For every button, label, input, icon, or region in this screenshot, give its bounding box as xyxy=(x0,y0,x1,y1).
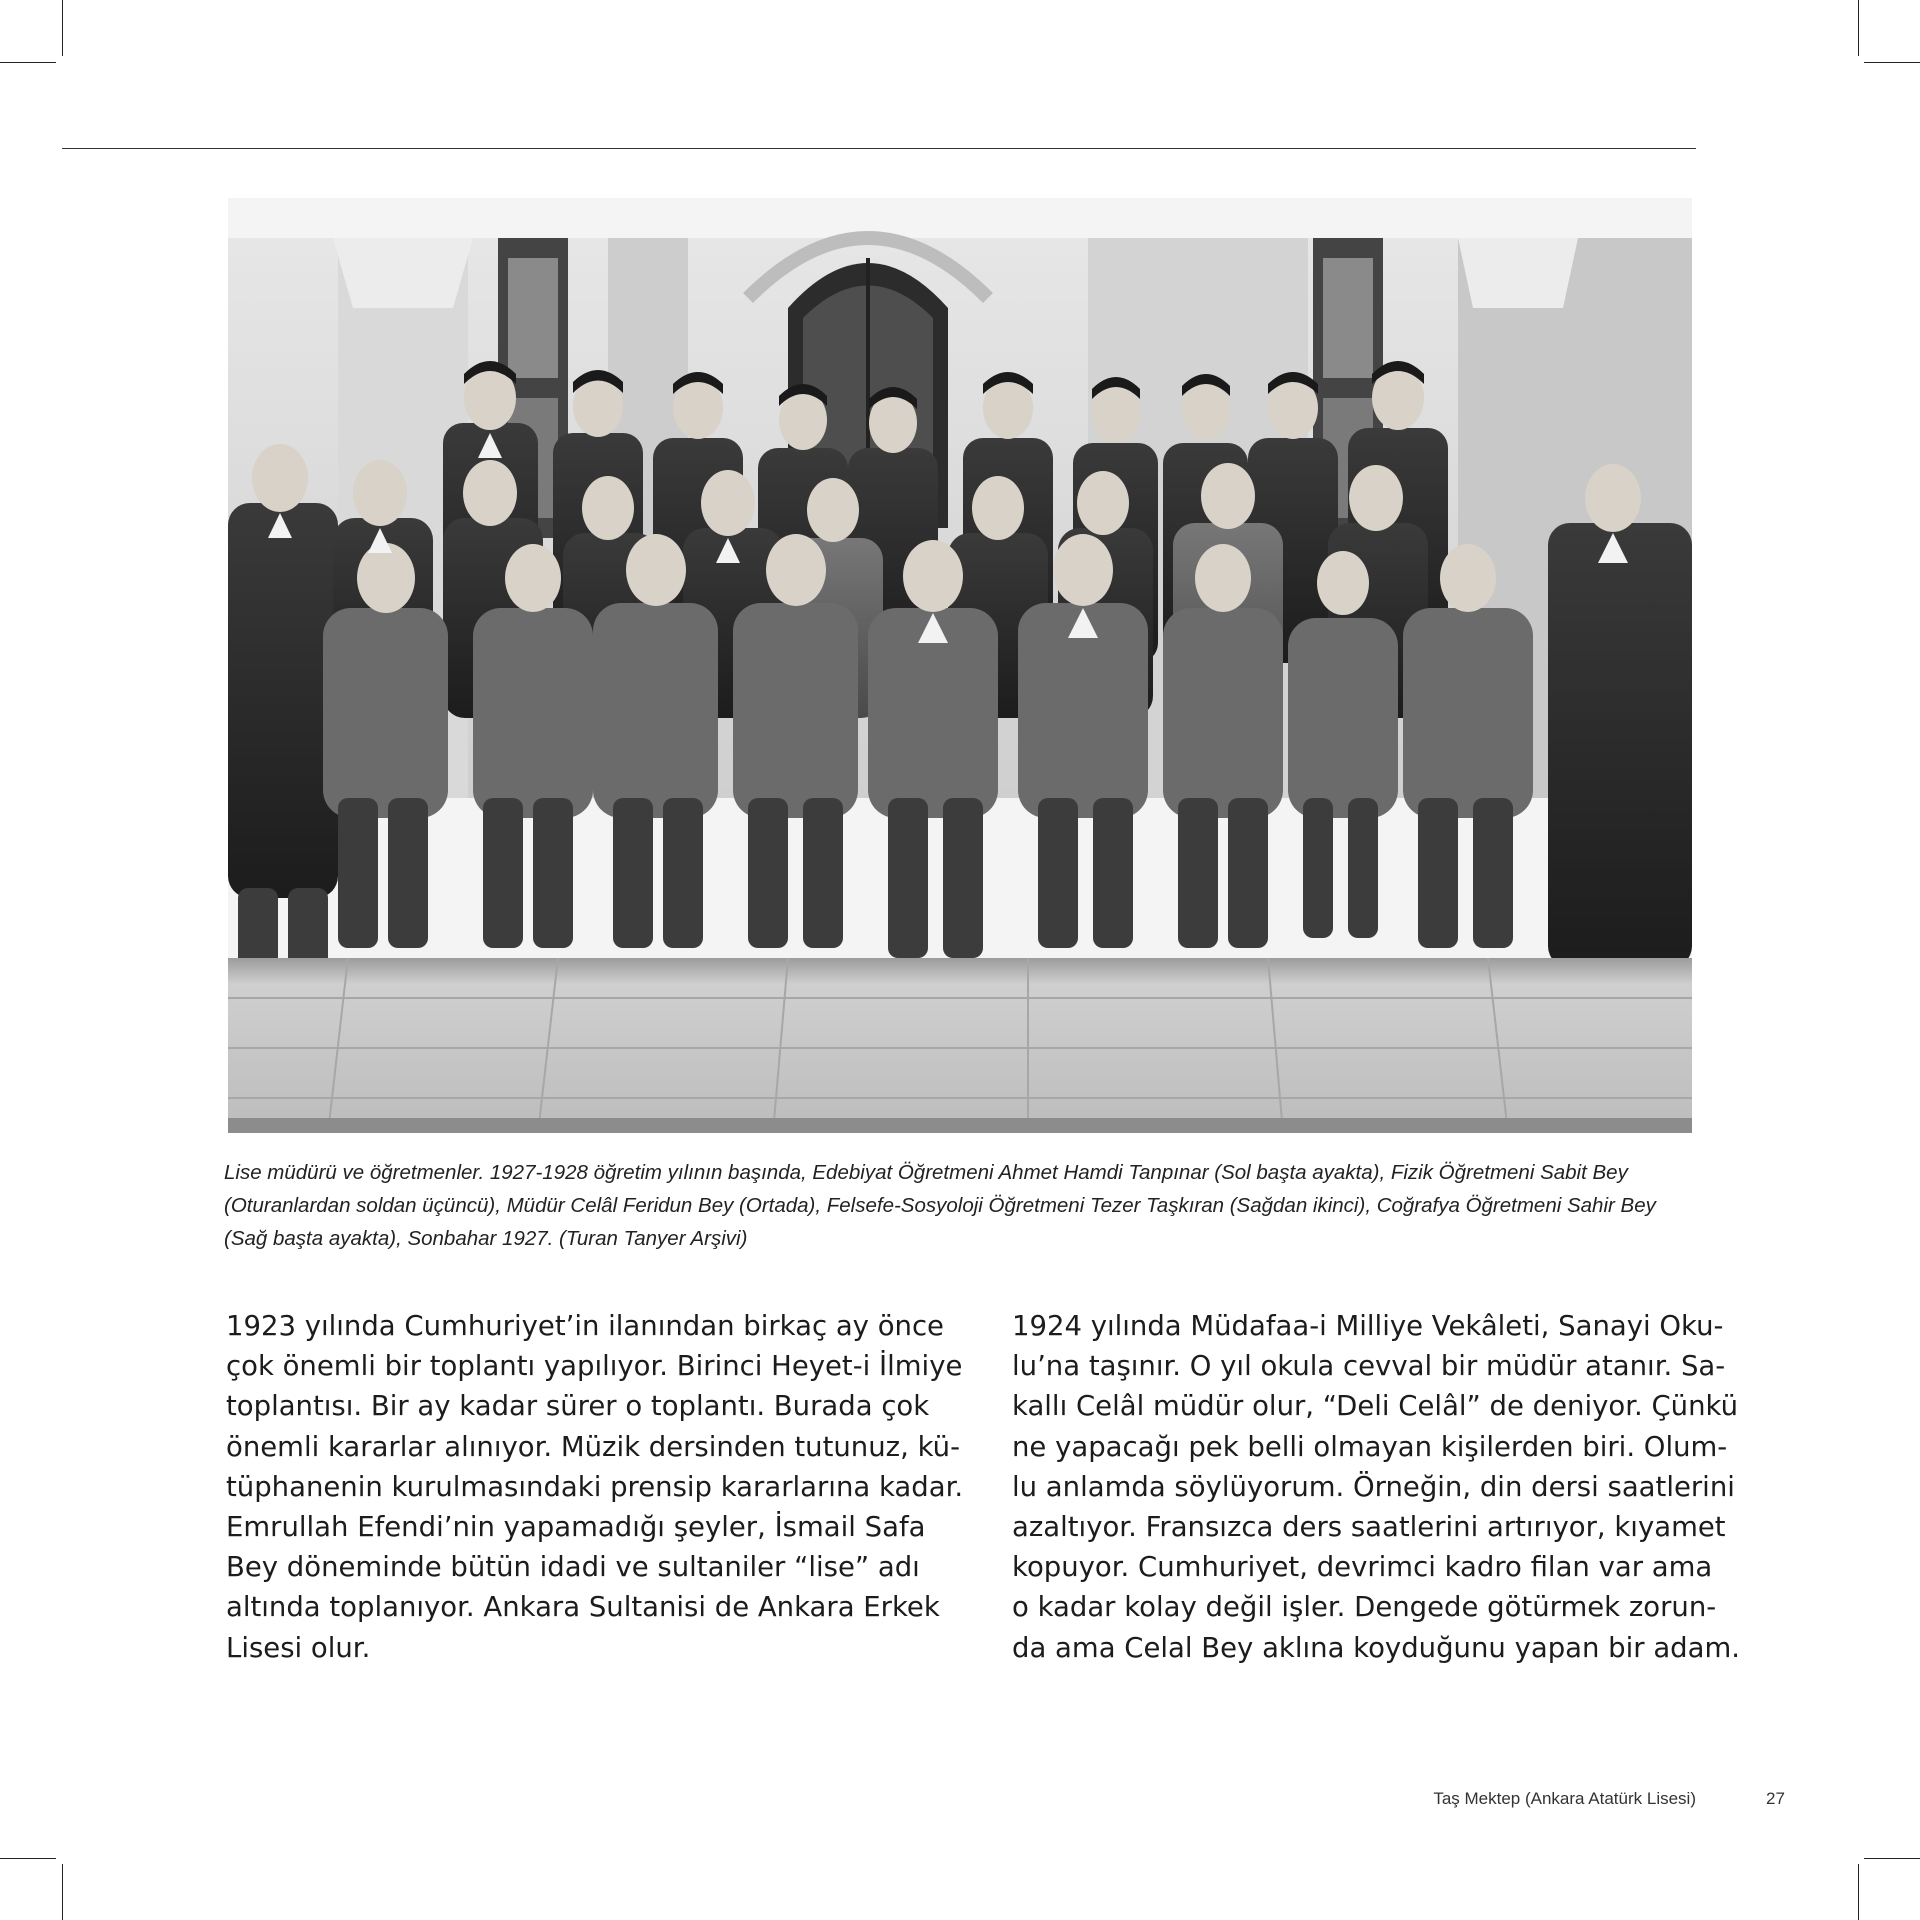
group-photograph xyxy=(228,198,1692,1133)
text-line: 1924 yılında Müdafaa-i Milliye Vekâleti, Sanayi Oku- xyxy=(1012,1310,1724,1342)
text-line: kopuyor. Cumhuriyet, devrimci kadro filan var ama xyxy=(1012,1551,1713,1584)
crop-mark xyxy=(1858,1864,1859,1920)
body-column-right xyxy=(1012,1306,1741,1668)
text-line: lu anlamda söylüyorum. Örneğin, din dersi saatlerini xyxy=(1012,1470,1735,1503)
text-line: tüphanenin kurulmasındaki prensip kararlarına kadar. xyxy=(226,1470,964,1503)
text-line: Emrullah Efendi’nin yapamadığı şeyler, İsmail Safa xyxy=(226,1511,926,1544)
header-rule xyxy=(62,148,1696,149)
text-line: kallı Celâl müdür olur, “Deli Celâl” de deniyor. Çünkü xyxy=(1012,1390,1739,1423)
crop-mark xyxy=(1858,0,1859,56)
running-footer-title: Taş Mektep (Ankara Atatürk Lisesi) xyxy=(1433,1789,1696,1808)
crop-mark xyxy=(1864,62,1920,63)
page-number: 27 xyxy=(1766,1789,1785,1808)
text-line: çok önemli bir toplantı yapılıyor. Birinci Heyet-i İlmiye xyxy=(226,1350,963,1383)
text-line: o kadar kolay değil işler. Dengede götürmek zorun- xyxy=(1012,1591,1717,1624)
body-column-left xyxy=(226,1306,964,1668)
crop-mark xyxy=(62,0,63,56)
text-line: Bey döneminde bütün idadi ve sultaniler “lise” adı xyxy=(226,1551,920,1584)
photo-caption: Lise müdürü ve öğretmenler. 1927-1928 öğretim yılının başında, Edebiyat Öğretmeni Ahmet Hamdi Tanpınar (Sol başta ayakta), Fizik Öğretmeni Sabit Bey (Oturanlardan soldan üçüncü), Müdür Celâl Feridun Bey (Ortada), Felsefe-Sosyoloji Öğretmeni Tezer Taşkıran (Sağdan ikinci), Coğrafya Öğretmeni Sahir Bey (Sağ başta ayakta), Sonbahar 1927. (Turan Tanyer Arşivi) xyxy=(224,1161,1656,1250)
crop-mark xyxy=(1864,1858,1920,1859)
text-line: altında toplanıyor. Ankara Sultanisi de Ankara Erkek xyxy=(226,1591,940,1624)
text-line: lu’na taşınır. O yıl okula cevval bir müdür atanır. Sa- xyxy=(1012,1350,1726,1383)
text-line: azaltıyor. Fransızca ders saatlerini artırıyor, kıyamet xyxy=(1012,1511,1726,1544)
crop-mark xyxy=(62,1864,63,1920)
text-line: da ama Celal Bey aklına koyduğunu yapan bir adam. xyxy=(1012,1631,1741,1664)
crop-mark xyxy=(0,62,56,63)
text-line: ne yapacağı pek belli olmayan kişilerden biri. Olum- xyxy=(1012,1430,1728,1463)
text-line: 1923 yılında Cumhuriyet’in ilanından birkaç ay önce xyxy=(226,1310,944,1342)
text-line: toplantısı. Bir ay kadar sürer o toplantı. Burada çok xyxy=(226,1390,930,1423)
text-line: Lisesi olur. xyxy=(226,1631,371,1664)
crop-mark xyxy=(0,1858,56,1859)
text-line: önemli kararlar alınıyor. Müzik dersinden tutunuz, kü- xyxy=(226,1430,961,1463)
